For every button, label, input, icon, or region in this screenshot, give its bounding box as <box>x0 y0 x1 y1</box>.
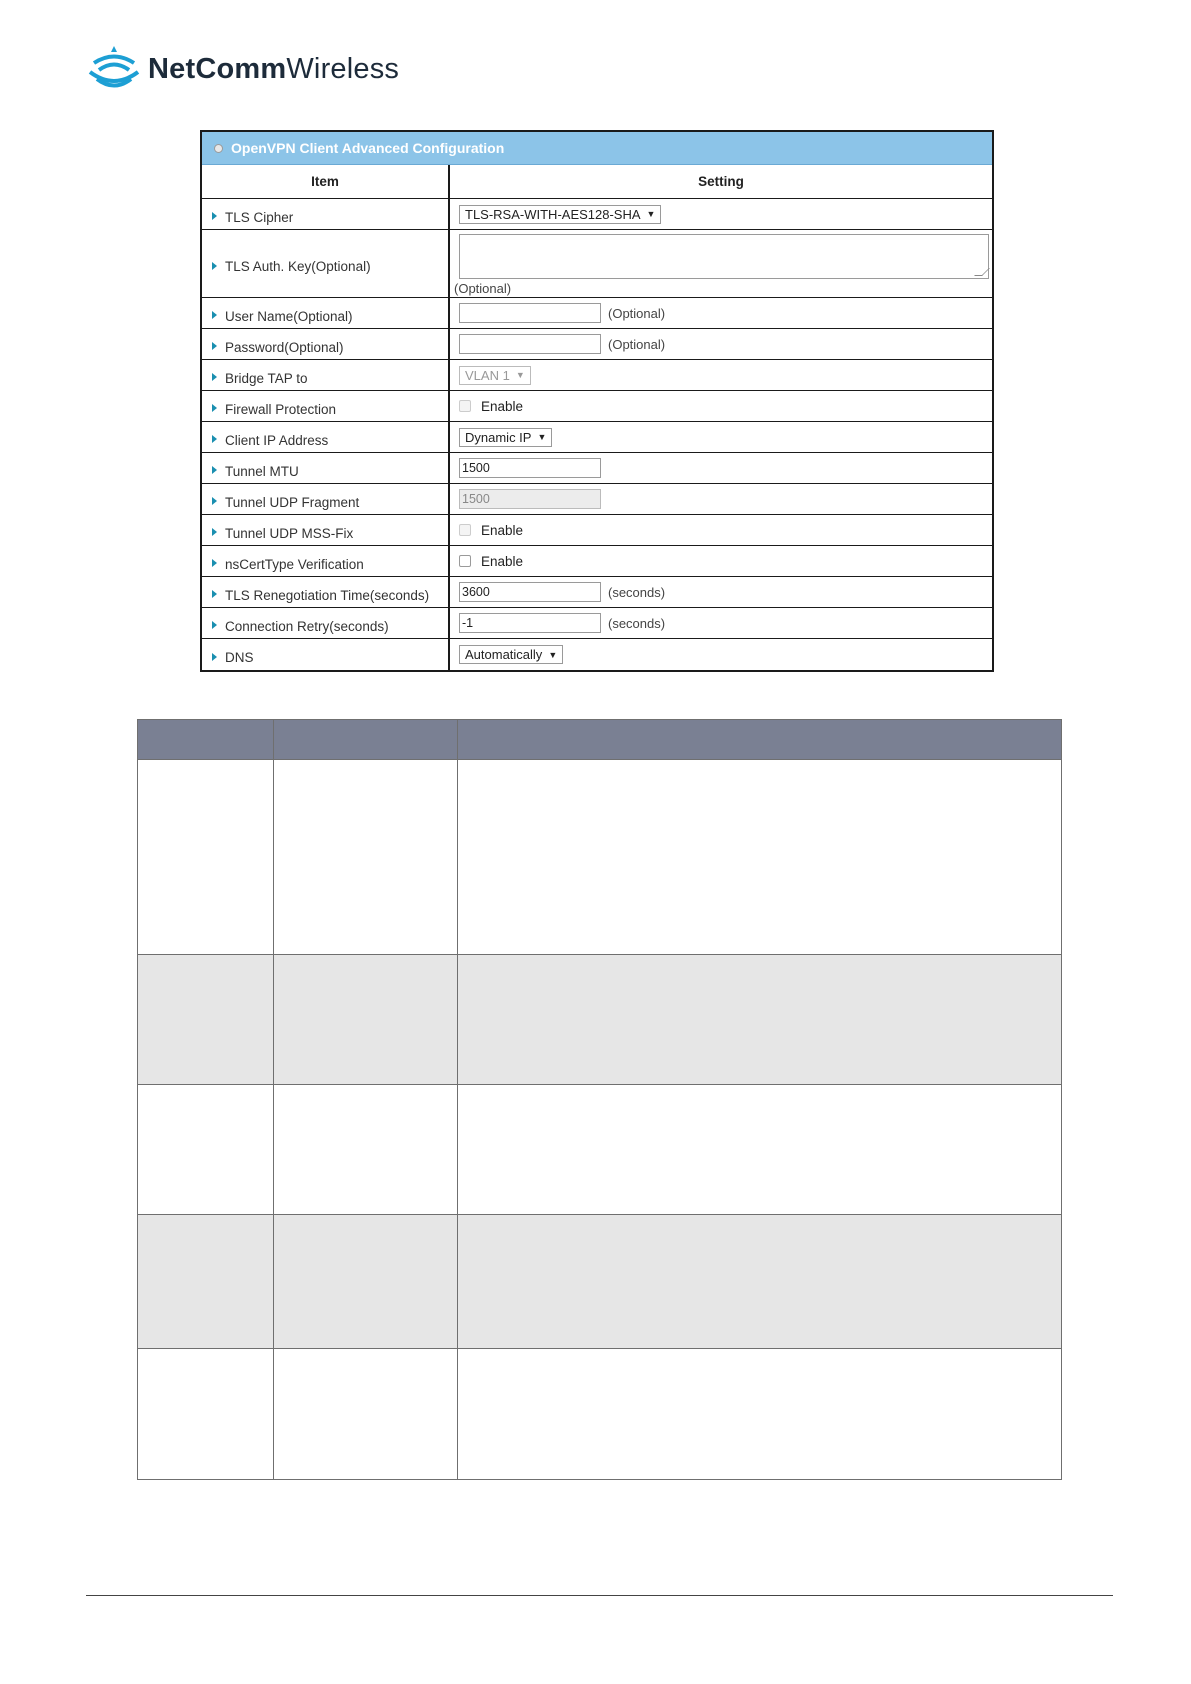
row-setting-nscerttype <box>450 546 992 577</box>
row-label-tls-cipher <box>202 199 450 230</box>
row-arrow-icon <box>212 497 217 505</box>
table-cell <box>458 1215 1062 1349</box>
row-setting-firewall <box>450 391 992 422</box>
row-label-tunnel-mtu <box>202 453 450 484</box>
table-cell <box>138 1349 274 1480</box>
connection-retry-label: Connection Retry(seconds) <box>225 618 389 634</box>
header-cell <box>458 720 1062 760</box>
row-arrow-icon <box>212 311 217 319</box>
tls-auth-key-note: (Optional) <box>454 281 512 296</box>
udp-mss-fix-option-label: Enable <box>481 522 524 538</box>
udp-fragment-input: 1500 <box>459 489 601 509</box>
table-cell <box>138 1085 274 1215</box>
row-arrow-icon <box>212 528 217 536</box>
row-arrow-icon <box>212 653 217 661</box>
row-setting-connection-retry <box>450 608 992 639</box>
row-label-udp-fragment <box>202 484 450 515</box>
firewall-label: Firewall Protection <box>225 401 337 417</box>
table-cell <box>274 1085 458 1215</box>
dropdown-caret-icon: ▼ <box>537 432 547 442</box>
row-setting-client-ip <box>450 422 992 453</box>
udp-fragment-label: Tunnel UDP Fragment <box>225 494 360 510</box>
row-setting-udp-fragment <box>450 484 992 515</box>
row-setting-bridge-tap <box>450 360 992 391</box>
row-label-udp-mss-fix <box>202 515 450 546</box>
brand-name-bold: NetComm <box>148 52 287 85</box>
row-label-bridge-tap <box>202 360 450 391</box>
row-setting-tls-auth-key <box>450 230 992 298</box>
header-cell <box>274 720 458 760</box>
row-arrow-icon <box>212 466 217 474</box>
row-setting-tls-cipher <box>450 199 992 230</box>
row-label-user-name <box>202 298 450 329</box>
row-setting-tls-renegotiation <box>450 577 992 608</box>
password-note: (Optional) <box>608 336 666 352</box>
row-label-dns <box>202 639 450 670</box>
description-table-header <box>138 720 1062 760</box>
brand-logo <box>88 46 399 92</box>
resize-grip-icon[interactable] <box>974 268 990 276</box>
dropdown-caret-icon: ▼ <box>646 209 656 219</box>
table-cell <box>274 1349 458 1480</box>
nscerttype-checkbox[interactable] <box>459 555 471 567</box>
dropdown-caret-icon: ▼ <box>515 370 525 380</box>
password-input[interactable] <box>459 334 601 354</box>
table-cell <box>138 760 274 955</box>
row-arrow-icon <box>212 435 217 443</box>
udp-mss-fix-checkbox <box>459 524 471 536</box>
udp-mss-fix-label: Tunnel UDP MSS-Fix <box>225 525 354 541</box>
header-cell <box>138 720 274 760</box>
nscerttype-label: nsCertType Verification <box>225 556 364 572</box>
row-arrow-icon <box>212 373 217 381</box>
row-label-firewall <box>202 391 450 422</box>
dropdown-caret-icon: ▼ <box>548 649 558 660</box>
row-label-connection-retry <box>202 608 450 639</box>
bridge-tap-value: VLAN 1 <box>465 367 510 383</box>
row-label-client-ip <box>202 422 450 453</box>
bridge-tap-label: Bridge TAP to <box>225 370 308 386</box>
user-name-input[interactable] <box>459 303 601 323</box>
panel-title: OpenVPN Client Advanced Configuration <box>231 140 505 156</box>
table-row <box>138 1349 1062 1480</box>
tunnel-mtu-label: Tunnel MTU <box>225 463 299 479</box>
dns-select[interactable] <box>459 645 563 664</box>
client-ip-value: Dynamic IP <box>465 429 532 445</box>
tls-auth-key-label: TLS Auth. Key(Optional) <box>225 259 371 274</box>
table-cell <box>274 1215 458 1349</box>
connection-retry-note: (seconds) <box>608 615 666 631</box>
table-cell <box>274 955 458 1085</box>
nscerttype-option-label: Enable <box>481 553 524 569</box>
client-ip-select[interactable] <box>459 428 552 447</box>
firewall-checkbox <box>459 400 471 412</box>
panel-bullet-icon <box>214 144 223 153</box>
brand-name <box>148 53 399 86</box>
bridge-tap-select <box>459 366 531 385</box>
row-arrow-icon <box>212 559 217 567</box>
table-cell <box>138 955 274 1085</box>
table-row <box>138 955 1062 1085</box>
column-header-setting: Setting <box>450 165 992 199</box>
user-name-label: User Name(Optional) <box>225 308 353 324</box>
tls-cipher-select[interactable] <box>459 205 661 224</box>
row-setting-tunnel-mtu <box>450 453 992 484</box>
table-cell <box>458 760 1062 955</box>
table-cell <box>274 760 458 955</box>
row-arrow-icon <box>212 262 217 270</box>
row-setting-udp-mss-fix <box>450 515 992 546</box>
row-label-password <box>202 329 450 360</box>
openvpn-advanced-panel <box>200 130 994 672</box>
row-label-tls-auth-key <box>202 230 450 298</box>
row-arrow-icon <box>212 342 217 350</box>
table-row <box>138 760 1062 955</box>
dns-value: Automatically <box>465 647 543 662</box>
row-arrow-icon <box>212 212 217 220</box>
row-setting-user-name <box>450 298 992 329</box>
password-label: Password(Optional) <box>225 339 344 355</box>
column-header-item: Item <box>202 165 450 199</box>
row-setting-dns <box>450 639 992 670</box>
tls-cipher-label: TLS Cipher <box>225 209 294 225</box>
footer-divider <box>86 1595 1113 1596</box>
tunnel-mtu-input[interactable]: 1500 <box>459 458 601 478</box>
client-ip-label: Client IP Address <box>225 432 329 448</box>
table-cell <box>458 1349 1062 1480</box>
wifi-logo-icon <box>88 46 140 92</box>
row-arrow-icon <box>212 404 217 412</box>
table-cell <box>138 1215 274 1349</box>
connection-retry-input[interactable]: -1 <box>459 613 601 633</box>
row-arrow-icon <box>212 621 217 629</box>
row-arrow-icon <box>212 590 217 598</box>
config-grid <box>202 165 992 670</box>
tls-renegotiation-note: (seconds) <box>608 584 666 600</box>
user-name-note: (Optional) <box>608 305 666 321</box>
panel-title-bar <box>202 132 992 165</box>
table-cell <box>458 1085 1062 1215</box>
table-row <box>138 1085 1062 1215</box>
firewall-option-label: Enable <box>481 398 524 414</box>
table-row <box>138 1215 1062 1349</box>
row-label-nscerttype <box>202 546 450 577</box>
tls-renegotiation-input[interactable]: 3600 <box>459 582 601 602</box>
tls-cipher-value: TLS-RSA-WITH-AES128-SHA <box>465 206 641 222</box>
row-label-tls-renegotiation <box>202 577 450 608</box>
dns-label: DNS <box>225 650 254 665</box>
tls-renegotiation-label: TLS Renegotiation Time(seconds) <box>225 587 430 603</box>
description-table <box>137 719 1062 1480</box>
table-cell <box>458 955 1062 1085</box>
brand-name-light: Wireless <box>286 52 400 85</box>
row-setting-password <box>450 329 992 360</box>
tls-auth-key-textarea[interactable] <box>459 234 989 279</box>
